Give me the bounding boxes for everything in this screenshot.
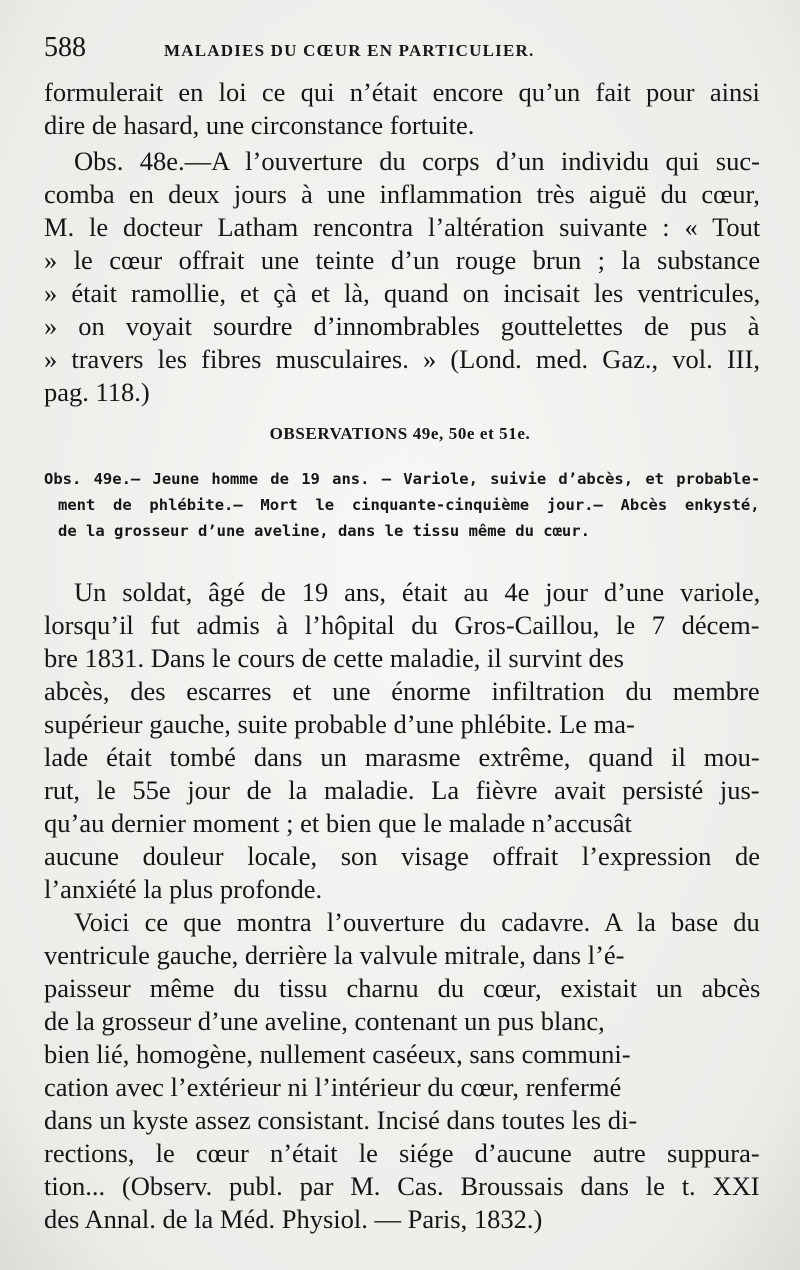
text-line: comba en deux jours à une inflammation très aiguë du cœur, [44,179,760,209]
text-line: de la grosseur d’une aveline, contenant un pus blanc, [44,1006,605,1036]
text-line: supérieur gauche, suite probable d’une phlébite. Le ma- [44,709,635,739]
text-line: bien lié, homogène, nullement caséeux, sans communi- [44,1039,631,1069]
text-line: » le cœur offrait une teinte d’un rouge brun ; la substance [44,245,761,275]
text-line: dire de hasard, une circonstance fortuite. [44,110,475,140]
section-title: OBSERVATIONS 49e, 50e et 51e. [269,424,531,443]
text-line: aucune douleur locale, son visage offrait l’expression de [44,841,761,871]
text-line: » on voyait sourdre d’innombrables gouttelettes de pus à [44,311,760,341]
text-line: lade était tombé dans un marasme extrême, quand il mou- [44,742,760,772]
text-line: abcès, des escarres et une énorme infiltration du membre [44,676,760,706]
summary-line: ment de phlébite.— Mort le cinquante-cinquième jour.— Abcès enkysté, [58,496,760,514]
text-line: » travers les fibres musculaires. » (Lond. med. Gaz., vol. III, [44,344,760,374]
paragraph-case-history [44,576,760,906]
text-line: lorsqu’il fut admis à l’hôpital du Gros-Caillou, le 7 décem- [44,610,760,640]
page-number: 588 [44,32,86,63]
text-line: M. le docteur Latham rencontra l’altération suivante : « Tout [44,212,761,242]
summary-line: de la grosseur d’une aveline, dans le tissu même du cœur. [58,522,590,540]
text-line: » était ramollie, et çà et là, quand on incisait les ventricules, [44,278,761,308]
text-line: formulerait en loi ce qui n’était encore qu’un fait pour ainsi [44,77,760,107]
text-line: l’anxiété la plus profonde. [44,874,323,904]
paragraph-autopsy [44,906,760,1236]
text-line: paisseur même du tissu charnu du cœur, existait un abcès [44,973,761,1003]
summary-line: Obs. 49e.— Jeune homme de 19 ans. — Variole, suivie d’abcès, et probable- [44,470,761,488]
text-line: Voici ce que montra l’ouverture du cadavre. A la base du [74,907,760,937]
text-line: Un soldat, âgé de 19 ans, était au 4e jour d’une variole, [74,577,761,607]
text-line: tion... (Observ. publ. par M. Cas. Broussais dans le t. XXI [44,1171,760,1201]
page-header [44,32,764,68]
text-line: dans un kyste assez consistant. Incisé dans toutes les di- [44,1105,638,1135]
text-line: rut, le 55e jour de la maladie. La fièvre avait persisté jus- [44,775,760,805]
observation-summary [44,466,760,544]
text-line: Obs. 48e.—A l’ouverture du corps d’un individu qui suc- [74,146,760,176]
text-line: bre 1831. Dans le cours de cette maladie, il survint des [44,643,624,673]
text-line: qu’au dernier moment ; et bien que le malade n’accusât [44,808,632,838]
text-line: des Annal. de la Méd. Physiol. — Paris, 1832.) [44,1204,543,1234]
text-line: cation avec l’extérieur ni l’intérieur du cœur, renfermé [44,1072,622,1102]
paragraph-continuation [44,76,760,142]
text-line: pag. 118.) [44,377,150,407]
text-line: rections, le cœur n’était le siége d’aucune autre suppura- [44,1138,760,1168]
observation-48 [44,145,760,409]
running-head: MALADIES DU CŒUR EN PARTICULIER. [164,41,535,60]
text-line: ventricule gauche, derrière la valvule mitrale, dans l’é- [44,940,625,970]
